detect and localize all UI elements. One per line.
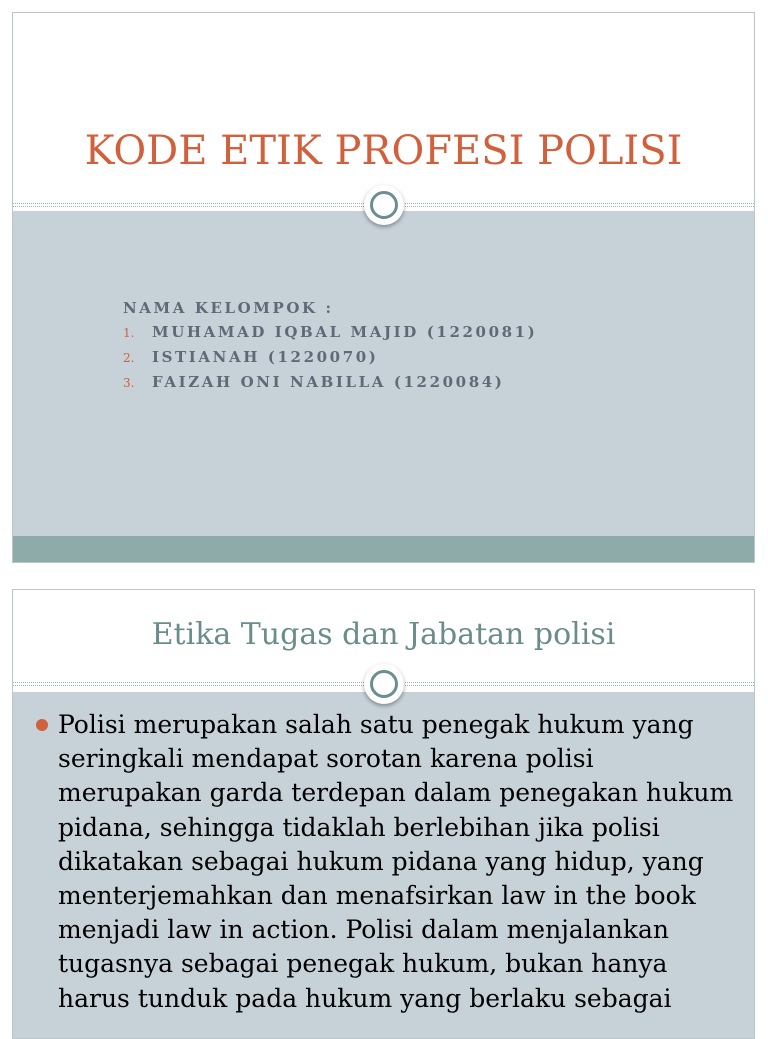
bullet-dot-icon — [36, 719, 48, 731]
member-name: ISTIANAH (1220070) — [152, 348, 379, 366]
member-name: MUHAMAD IQBAL MAJID (1220081) — [152, 323, 538, 341]
member-list-heading: NAMA KELOMPOK : — [123, 299, 334, 317]
ring-ornament-icon — [364, 664, 404, 704]
member-item — [123, 320, 537, 345]
slide-2 — [12, 589, 755, 1039]
bullet-item — [33, 708, 741, 1016]
title-area — [13, 13, 754, 205]
member-item — [123, 370, 537, 395]
member-item — [123, 345, 537, 370]
member-list — [123, 296, 537, 395]
member-number: 1. — [123, 326, 135, 340]
member-name: FAIZAH ONI NABILLA (1220084) — [152, 373, 505, 391]
member-number: 2. — [123, 351, 135, 365]
ring-ornament-icon — [364, 185, 404, 225]
bullet-text: Polisi merupakan salah satu penegak hukum yang seringkali mendapat sorotan karena polisi merupakan garda terdepan dalam penegakan hukum pidana, sehingga tidaklah berlebihan jika polisi dikatakan sebagai hukum pidana yang hidup, yang menterjemahkan dan menafsirkan law in the book menjadi law in action. Polisi dalam menjalankan tugasnya sebagai penegak hukum, bukan hanya harus tunduk pada hukum yang berlaku sebagai — [58, 710, 734, 1013]
slide-title: Etika Tugas dan Jabatan polisi — [151, 617, 616, 652]
member-number: 3. — [123, 376, 135, 390]
slide-1 — [12, 12, 755, 563]
bottom-band — [13, 536, 754, 563]
slide-title: KODE ETIK PROFESI POLISI — [84, 128, 683, 174]
